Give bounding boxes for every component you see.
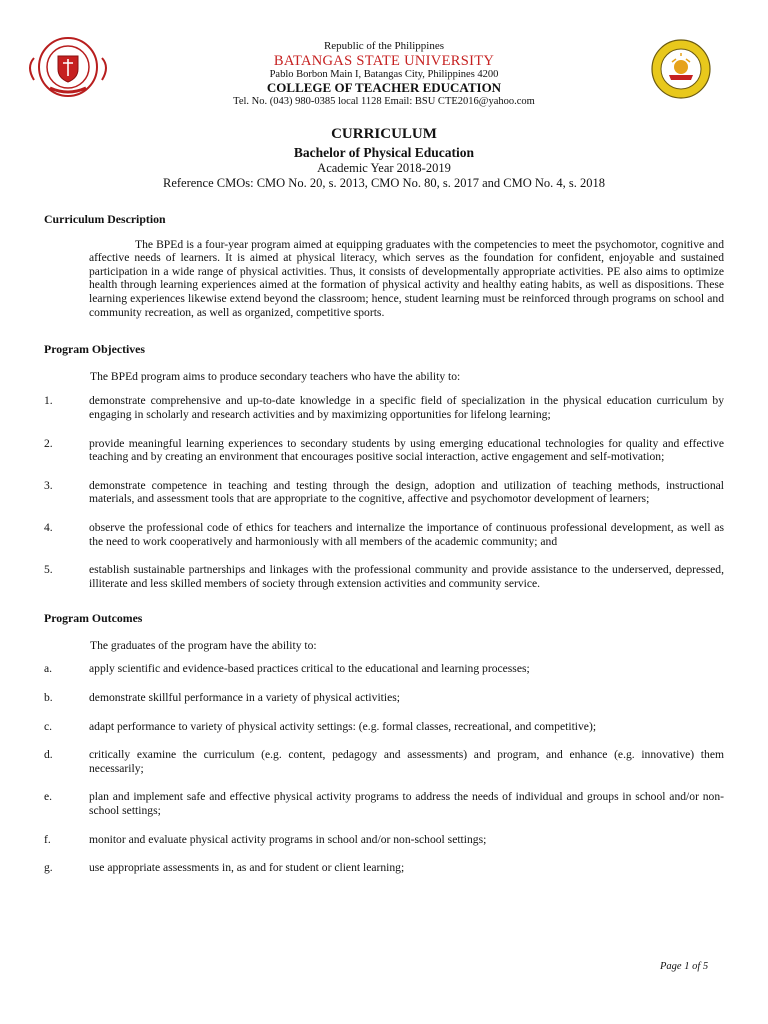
list-item-text: plan and implement safe and effective physical activity programs to address the needs of individual and groups in school and/or non-school settings; [89,790,724,818]
list-item-text: provide meaningful learning experiences to secondary students by using emerging educational technologies for quality and effective teaching and by creating an environment that encourages positive social interaction, active engagement and self-motivation; [89,436,724,464]
list-marker: 4. [44,520,53,534]
list-marker: b. [44,691,53,705]
college-name: COLLEGE OF TEACHER EDUCATION [266,80,502,96]
list-marker: 5. [44,563,53,577]
list-item [44,437,724,464]
university-seal-icon [20,36,116,98]
list-marker: e. [44,790,53,804]
reference-cmos: Reference CMOs: CMO No. 20, s. 2013, CMO No. 80, s. 2017 and CMO No. 4, s. 2018 [162,176,605,191]
list-item-text: use appropriate assessments in, as and for student or client learning; [89,861,405,875]
list-item-text: critically examine the curriculum (e.g. content, pedagogy and assessments) and program, and enhance (e.g. innovative) them necessarily; [89,748,724,775]
list-item [44,563,724,590]
objectives-list [44,394,724,590]
list-item-text: establish sustainable partnerships and linkages with the professional community and provide assistance to the underserved, depressed, illiterate and less skilled members of society through extension activities and community service. [89,563,724,590]
list-marker: a. [44,662,53,676]
degree-title: Bachelor of Physical Education [293,145,475,160]
list-marker: f. [44,832,51,846]
list-item [44,790,724,817]
list-item-text: demonstrate competence in teaching and testing through the design, adoption and utilization of teaching methods, instructional materials, and assessment tools that are appropriate to the cognitive, affective and psychomotor development of learners; [89,478,724,506]
list-item [44,691,724,705]
outcomes-list [44,662,724,874]
letterhead [150,40,618,108]
list-item-text: demonstrate comprehensive and up-to-date knowledge in a specific field of specialization in the physical education curriculum by engaging in scholarly and research activities and by maximizing opportunities for lifelong learning; [89,394,724,421]
section-heading-objectives: Program Objectives [44,342,146,357]
list-marker: g. [44,861,53,875]
list-item [44,394,724,421]
list-item-text: observe the professional code of ethics for teachers and internalize the importance of continuous professional development, as well as the need to work cooperatively and harmoniously with all members of the academic community; and [89,520,724,548]
section-heading-outcomes: Program Outcomes [44,611,143,626]
list-item-text: apply scientific and evidence-based practices critical to the educational and learning processes; [89,662,530,676]
outcomes-lead: The graduates of the program have the ability to: [90,638,317,652]
objectives-lead: The BPEd program aims to produce secondary teachers who have the ability to: [90,369,461,383]
list-item [44,521,724,548]
list-item [44,748,724,775]
list-item [44,479,724,506]
republic-line: Republic of the Philippines [323,40,445,52]
list-item [44,662,724,676]
description-paragraph: The BPEd is a four-year program aimed at equipping graduates with the competencies to meet the psychomotor, cognitive and affective needs of learners. It is aimed at physical literacy, which serves as the foundation for confident, enjoyable and sustained participation in a wide range of physical activities. Thus, it consists of developmentally appropriate activities. PE also aims to optimize health through learning experiences aimed at the formation of physical activity and healthy eating habits, as well as dispositions. These learning experiences likewise extend beyond the classroom; hence, student learning must be reinforced through programs on school and community recreation, as well as organized, competitive sports. [89,237,724,319]
list-item-text: demonstrate skillful performance in a variety of physical activities; [89,691,400,705]
list-marker: c. [44,719,53,733]
page-number: Page 1 of 5 [660,961,709,972]
list-item-text: monitor and evaluate physical activity programs in school and/or non-school settings; [89,832,487,846]
academic-year: Academic Year 2018-2019 [317,161,451,176]
university-name: BATANGAS STATE UNIVERSITY [273,52,495,69]
list-marker: 1. [44,394,53,408]
list-marker: d. [44,748,53,762]
title-block [40,125,728,191]
list-marker: 2. [44,436,53,450]
section-heading-description: Curriculum Description [44,212,166,226]
list-marker: 3. [44,478,53,492]
document-body [44,213,724,875]
university-address: Pablo Borbon Main I, Batangas City, Philippines 4200 [269,69,499,81]
list-item-text: adapt performance to variety of physical activity settings: (e.g. formal classes, recreational, and competitive); [89,719,597,733]
list-item [44,861,724,875]
contact-line: Tel. No. (043) 980-0385 local 1128 Email: BSU CTE2016@yahoo.com [233,96,535,108]
list-item [44,720,724,734]
college-seal-icon [650,38,712,100]
list-item [44,833,724,847]
document-title: CURRICULUM [331,126,437,142]
